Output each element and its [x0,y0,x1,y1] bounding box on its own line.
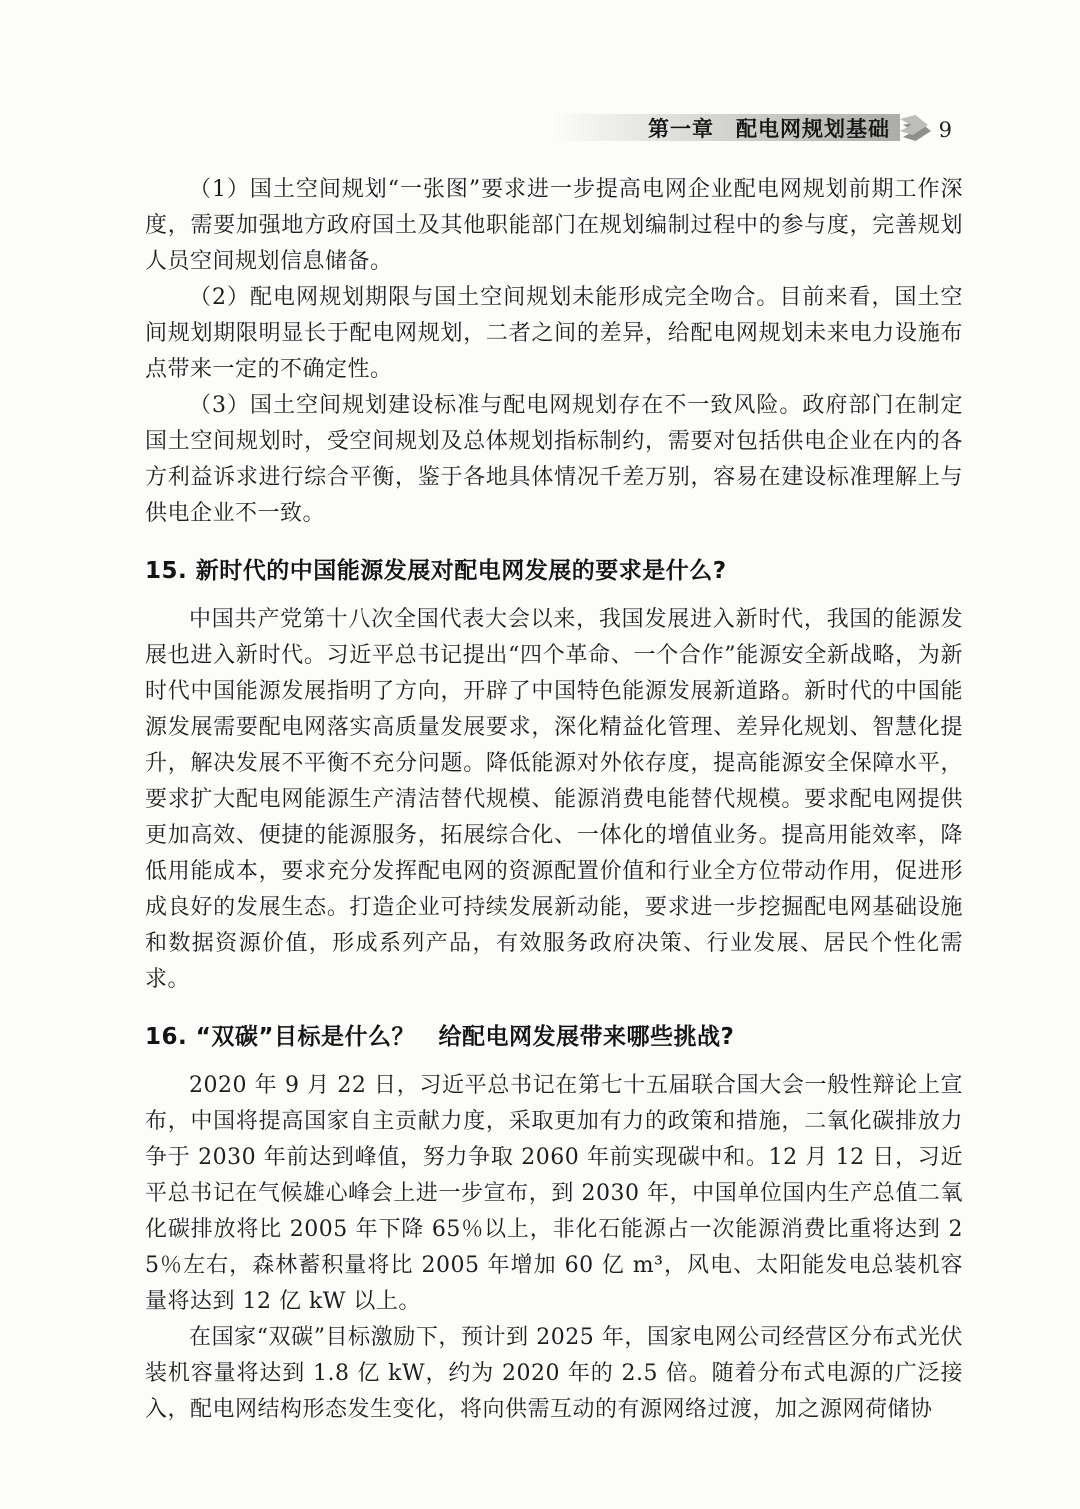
question-15-body: 中国共产党第十八次全国代表大会以来，我国发展进入新时代，我国的能源发展也进入新时代。习近平总书记提出“四个革命、一个合作”能源安全新战略，为新时代中国能源发展指明了方向，开辟了中国特色能源发展新道路。新时代的中国能源发展需要配电网落实高质量发展要求，深化精益化管理、差异化规划、智慧化提升，解决发展不平衡不充分问题。降低能源对外依存度，提高能源安全保障水平，要求扩大配电网能源生产清洁替代规模、能源消费电能替代规模。要求配电网提供更加高效、便捷的能源服务，拓展综合化、一体化的增值业务。提高用能效率，降低用能成本，要求充分发挥配电网的资源配置价值和行业全方位带动作用，促进形成良好的发展生态。打造企业可持续发展新动能，要求进一步挖掘配电网基础设施和数据资源价值，形成系列产品，有效服务政府决策、行业发展、居民个性化需求。 [145,607,963,992]
question-16-heading: 16. “双碳”目标是什么？ 给配电网发展带来哪些挑战? [145,1024,735,1050]
question-16-body-2: 在国家“双碳”目标激励下，预计到 2025 年，国家电网公司经营区分布式光伏装机容量将达到 1.8 亿 kW，约为 2020 年的 2.5 倍。随着分布式电源的广泛接入，配电网结构形态发生变化，将向供需互动的有源网络过渡，加之源网荷储协 [145,1325,963,1422]
paragraph-land-planning-2: （2）配电网规划期限与国土空间规划未能形成完全吻合。目前来看，国土空间规划期限明显长于配电网规划，二者之间的差异，给配电网规划未来电力设施布点带来一定的不确定性。 [145,285,963,382]
chapter-header-bar [552,114,900,141]
chapter-title: 第一章 配电网规划基础 [648,116,890,141]
page-number: 9 [938,118,952,142]
paragraph-land-planning-1: （1）国土空间规划“一张图”要求进一步提高电网企业配电网规划前期工作深度，需要加强地方政府国土及其他职能部门在规划编制过程中的参与度，完善规划人员空间规划信息储备。 [145,177,963,274]
page-content [145,172,963,1428]
question-16-body-1: 2020 年 9 月 22 日，习近平总书记在第七十五届联合国大会一般性辩论上宣布，中国将提高国家自主贡献力度，采取更加有力的政策和措施，二氧化碳排放力争于 2030 年前达到峰值，努力争取 2060 年前实现碳中和。12 月 12 日，习近平总书记在气候雄心峰会上进一步宣布，到 2030 年，中国单位国内生产总值二氧化碳排放将比 2005 年下降 65％以上，非化石能源占一次能源消费比重将达到 25％左右，森林蓄积量将比 2005 年增加 60 亿 m³，风电、太阳能发电总装机容量将达到 12 亿 kW 以上。 [145,1073,963,1314]
page-header [0,112,1080,144]
paragraph-land-planning-3: （3）国土空间规划建设标准与配电网规划存在不一致风险。政府部门在制定国土空间规划时，受空间规划及总体规划指标制约，需要对包括供电企业在内的各方利益诉求进行综合平衡，鉴于各地具体情况千差万别，容易在建设标准理解上与供电企业不一致。 [145,393,963,526]
page-corner-ribbon-icon [900,113,934,143]
question-15-heading: 15. 新时代的中国能源发展对配电网发展的要求是什么? [145,558,727,584]
